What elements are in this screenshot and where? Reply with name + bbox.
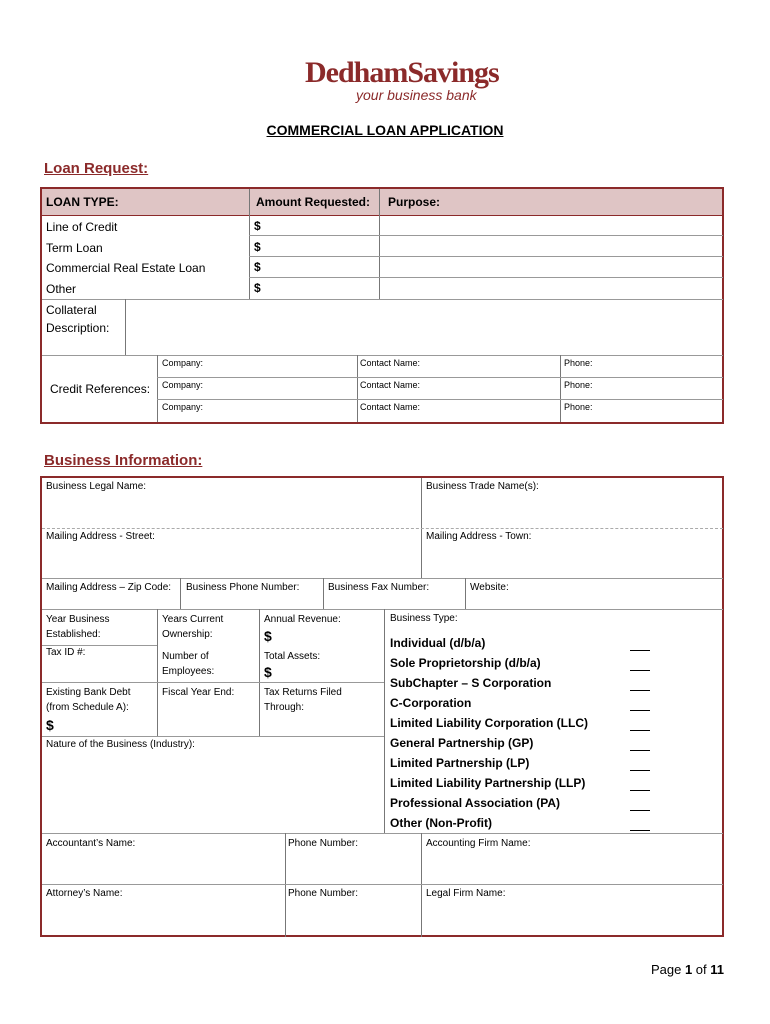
accountant-name-field: Accountant’s Name: — [46, 838, 136, 849]
annual-revenue-field: Annual Revenue: — [264, 614, 341, 625]
tax-id-field: Tax ID #: — [46, 647, 86, 658]
business-information-heading: Business Information: — [44, 452, 203, 469]
business-legal-name-field: Business Legal Name: — [46, 481, 147, 492]
divider — [249, 256, 723, 257]
credit-references-label: Credit References: — [50, 382, 151, 396]
divider — [157, 377, 723, 378]
business-phone-field: Business Phone Number: — [186, 582, 300, 593]
legal-firm-field: Legal Firm Name: — [426, 888, 506, 899]
tax-returns-label-1: Tax Returns Filed — [264, 687, 342, 698]
reference-company-field: Company: — [162, 402, 204, 412]
num-employees-label-2: Employees: — [162, 666, 215, 677]
existing-debt-label-2: (from Schedule A): — [46, 702, 129, 713]
business-type-option: Individual (d/b/a) — [390, 636, 486, 650]
fiscal-year-end-field: Fiscal Year End: — [162, 687, 235, 698]
business-type-blank — [630, 690, 650, 691]
business-information-table — [40, 476, 724, 937]
amount-currency: $ — [254, 281, 261, 295]
divider — [157, 609, 158, 736]
amount-currency: $ — [254, 219, 261, 233]
business-trade-name-field: Business Trade Name(s): — [426, 481, 539, 492]
nature-of-business-field: Nature of the Business (Industry): — [46, 739, 195, 750]
accounting-firm-field: Accounting Firm Name: — [426, 838, 531, 849]
reference-contact-field: Contact Name: — [360, 402, 421, 412]
bank-tagline: your business bank — [356, 87, 477, 103]
col-loan-type: LOAN TYPE: — [46, 195, 119, 209]
business-type-blank — [630, 810, 650, 811]
bank-logo: DedhamSavings — [305, 56, 499, 89]
divider — [249, 277, 723, 278]
business-type-blank — [630, 650, 650, 651]
divider — [379, 189, 380, 299]
loan-type-other: Other — [46, 282, 77, 296]
existing-debt-label-1: Existing Bank Debt — [46, 687, 131, 698]
amount-currency: $ — [254, 240, 261, 254]
business-type-option: Limited Partnership (LP) — [390, 756, 530, 770]
divider — [357, 355, 358, 422]
loan-type-line-of-credit: Line of Credit — [46, 220, 118, 234]
num-employees-label-1: Number of — [162, 651, 209, 662]
divider — [384, 609, 385, 833]
divider — [157, 399, 723, 400]
business-type-blank — [630, 710, 650, 711]
reference-company-field: Company: — [162, 358, 204, 368]
website-field: Website: — [470, 582, 509, 593]
business-type-option: Professional Association (PA) — [390, 796, 561, 810]
total-assets-field: Total Assets: — [264, 651, 321, 662]
business-type-option: Limited Liability Corporation (LLC) — [390, 716, 588, 730]
years-ownership-label-2: Ownership: — [162, 629, 213, 640]
reference-phone-field: Phone: — [564, 358, 593, 368]
divider — [42, 609, 723, 610]
mailing-town-field: Mailing Address - Town: — [426, 531, 532, 542]
revenue-currency: $ — [264, 628, 272, 644]
divider — [42, 884, 723, 885]
loan-type-term-loan: Term Loan — [46, 241, 103, 255]
business-type-option: Limited Liability Partnership (LLP) — [390, 776, 586, 790]
amount-currency: $ — [254, 260, 261, 274]
reference-phone-field: Phone: — [564, 380, 593, 390]
reference-contact-field: Contact Name: — [360, 358, 421, 368]
divider — [42, 299, 723, 300]
business-fax-field: Business Fax Number: — [328, 582, 430, 593]
business-type-blank — [630, 770, 650, 771]
business-type-option: Other (Non-Profit) — [390, 816, 492, 830]
loan-request-table — [40, 187, 724, 424]
page-number: Page 1 of 11 — [650, 962, 724, 977]
zip-code-field: Mailing Address – Zip Code: — [46, 582, 172, 593]
divider — [180, 578, 181, 609]
divider — [42, 682, 384, 683]
divider — [42, 355, 723, 356]
business-type-label: Business Type: — [390, 613, 458, 624]
divider — [42, 833, 723, 834]
years-ownership-label-1: Years Current — [162, 614, 224, 625]
assets-currency: $ — [264, 664, 272, 680]
col-amount-requested: Amount Requested: — [256, 195, 370, 209]
business-type-blank — [630, 730, 650, 731]
col-purpose: Purpose: — [388, 195, 441, 209]
business-type-option: Sole Proprietorship (d/b/a) — [390, 656, 541, 670]
collateral-label-line1: Collateral — [46, 303, 97, 317]
attorney-phone-field: Phone Number: — [288, 888, 359, 899]
tax-returns-label-2: Through: — [264, 702, 305, 713]
reference-contact-field: Contact Name: — [360, 380, 421, 390]
attorney-name-field: Attorney’s Name: — [46, 888, 123, 899]
year-established-label-1: Year Business — [46, 614, 110, 625]
document-title: COMMERCIAL LOAN APPLICATION — [266, 122, 504, 138]
year-established-label-2: Established: — [46, 629, 101, 640]
reference-phone-field: Phone: — [564, 402, 593, 412]
reference-company-field: Company: — [162, 380, 204, 390]
divider — [421, 833, 422, 937]
loan-request-heading: Loan Request: — [44, 160, 149, 177]
divider — [125, 299, 126, 355]
business-type-option: General Partnership (GP) — [390, 736, 534, 750]
business-type-option: C-Corporation — [390, 696, 472, 710]
divider — [560, 355, 561, 422]
business-type-blank — [630, 830, 650, 831]
divider — [42, 578, 723, 579]
accountant-phone-field: Phone Number: — [288, 838, 359, 849]
business-type-blank — [630, 750, 650, 751]
business-type-blank — [630, 670, 650, 671]
divider — [285, 833, 286, 937]
mailing-street-field: Mailing Address - Street: — [46, 531, 155, 542]
divider — [465, 578, 466, 609]
debt-currency: $ — [46, 717, 54, 733]
divider — [249, 235, 723, 236]
business-type-blank — [630, 790, 650, 791]
collateral-label-line2: Description: — [46, 321, 110, 335]
loan-table-header — [42, 189, 722, 216]
divider — [259, 609, 260, 736]
divider — [249, 189, 250, 299]
business-type-option: SubChapter – S Corporation — [390, 676, 552, 690]
loan-type-commercial-real-estate: Commercial Real Estate Loan — [46, 261, 206, 275]
divider — [323, 578, 324, 609]
divider — [157, 355, 158, 422]
